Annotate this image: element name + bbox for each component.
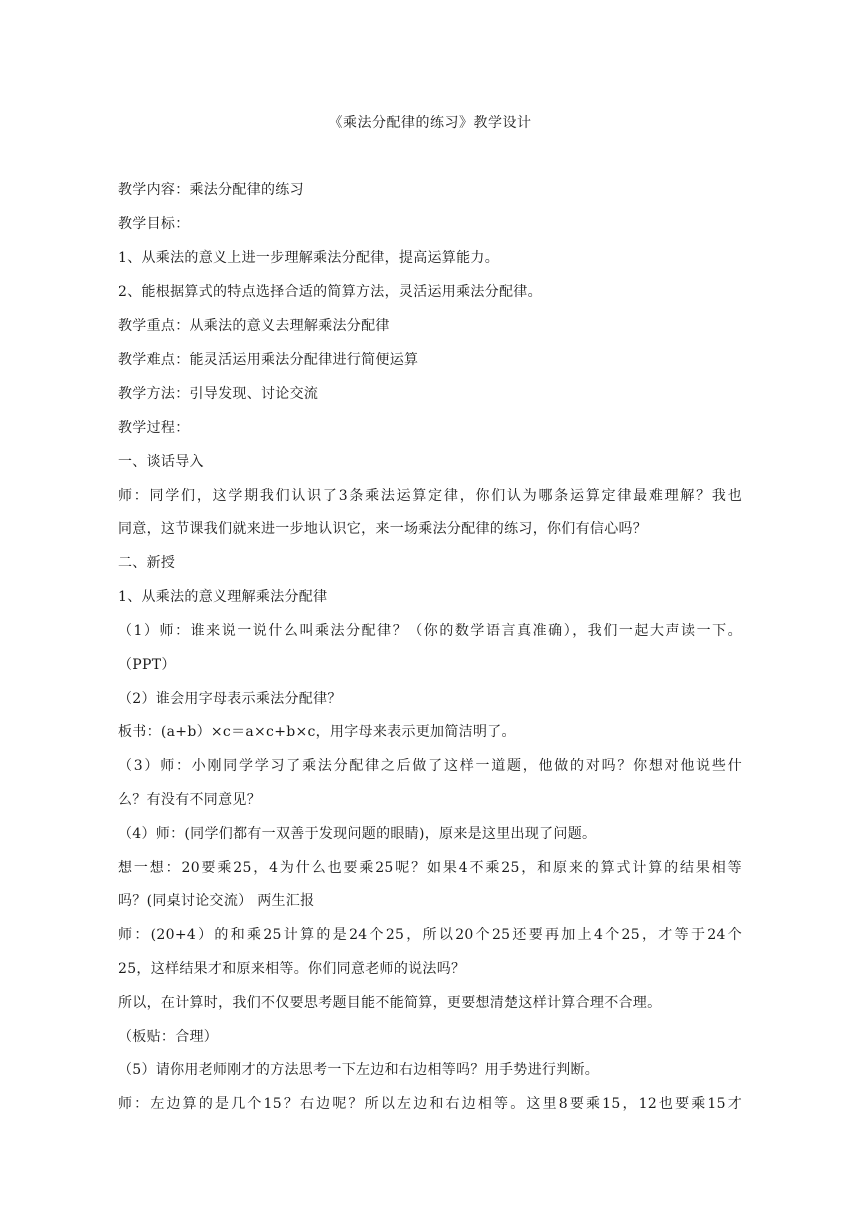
content-line: 教学重点：从乘法的意义去理解乘法分配律 bbox=[118, 318, 390, 334]
content-line: 吗？(同桌讨论交流） 两生汇报 bbox=[118, 893, 315, 909]
content-line: 板书：(a+b）×c＝a×c+b×c，用字母来表示更加简洁明了。 bbox=[118, 724, 516, 740]
content-line: 师：(20+4）的和乘25计算的是24个25，所以20个25还要再加上4个25，才等于24个 bbox=[118, 927, 742, 943]
content-line: 么？有没有不同意见？ bbox=[118, 792, 261, 808]
content-line: 所以，在计算时，我们不仅要思考题目能不能简算，更要想清楚这样计算合理不合理。 bbox=[118, 995, 662, 1011]
content-line: 2、能根据算式的特点选择合适的简算方法，灵活运用乘法分配律。 bbox=[118, 284, 542, 300]
content-line: （PPT） bbox=[118, 657, 176, 673]
content-line: 教学过程： bbox=[118, 420, 190, 436]
content-line: （板贴：合理） bbox=[118, 1029, 219, 1045]
document-title: 《乘法分配律的练习》教学设计 bbox=[328, 115, 532, 131]
content-line: 想一想：20要乘25，4为什么也要乘25呢？如果4不乘25，和原来的算式计算的结果相等 bbox=[118, 860, 742, 876]
content-line: （1）师：谁来说一说什么叫乘法分配律？（你的数学语言真准确），我们一起大声读一下。 bbox=[118, 623, 742, 639]
content-line: 同意，这节课我们就来进一步地认识它，来一场乘法分配律的练习，你们有信心吗？ bbox=[118, 521, 648, 537]
content-line: （4）师：(同学们都有一双善于发现问题的眼睛)，原来是这里出现了问题。 bbox=[118, 826, 597, 842]
content-line: 一、谈话导入 bbox=[118, 454, 204, 470]
content-line: 教学方法：引导发现、讨论交流 bbox=[118, 386, 319, 402]
content-line: （5）请你用老师刚才的方法思考一下左边和右边相等吗？用手势进行判断。 bbox=[118, 1062, 600, 1078]
content-line: 1、从乘法的意义理解乘法分配律 bbox=[118, 589, 328, 605]
content-line: 师：同学们，这学期我们认识了3条乘法运算定律，你们认为哪条运算定律最难理解？我也 bbox=[118, 488, 742, 504]
content-line: 教学目标： bbox=[118, 216, 190, 232]
content-line: 25，这样结果才和原来相等。你们同意老师的说法吗？ bbox=[118, 961, 466, 977]
content-line: 师：左边算的是几个15？右边呢？所以左边和右边相等。这里8要乘15，12也要乘15才 bbox=[118, 1096, 742, 1112]
content-line: 教学内容：乘法分配律的练习 bbox=[118, 182, 304, 198]
content-line: 二、新授 bbox=[118, 555, 176, 571]
content-line: （2）谁会用字母表示乘法分配律？ bbox=[118, 691, 342, 707]
content-line: （3）师：小刚同学学习了乘法分配律之后做了这样一道题，他做的对吗？你想对他说些什 bbox=[118, 758, 742, 774]
content-line: 教学难点：能灵活运用乘法分配律进行简便运算 bbox=[118, 352, 419, 368]
content-line: 1、从乘法的意义上进一步理解乘法分配律，提高运算能力。 bbox=[118, 250, 500, 266]
